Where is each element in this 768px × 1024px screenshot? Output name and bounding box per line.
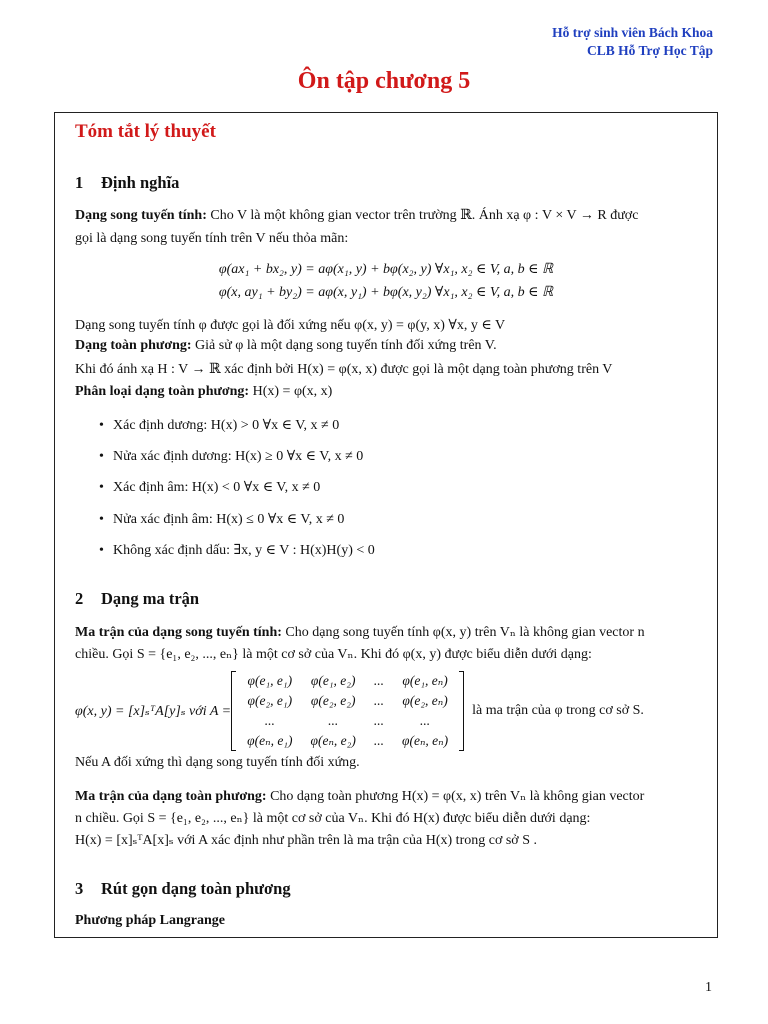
bilinear-matrix-text: Cho dạng song tuyến tính φ(x, y) trên Vₙ là không gian vector n <box>281 625 645 640</box>
quadratic-map: Khi đó ánh xạ H : V → ℝ xác định bởi H(x) = φ(x, x) được gọi là một dạng toàn phương trên V <box>75 362 613 377</box>
page-title: Ôn tập chương 5 <box>297 68 471 94</box>
list-item: • Không xác định dấu: ∃x, y ∈ V : H(x)H(y) < 0 <box>99 543 375 558</box>
matrix-cell: φ(e₁, e₁) <box>247 673 293 688</box>
bilinear-text-2: gọi là dạng song tuyến tính trên V nếu thỏa mãn: <box>75 231 349 246</box>
box-title: Tóm tắt lý thuyết <box>75 121 216 142</box>
page-number: 1 <box>705 980 712 995</box>
section-3-title: Rút gọn dạng toàn phương <box>101 879 291 898</box>
quadratic-text: Giả sử φ là một dạng song tuyến tính đối xứng trên V. <box>191 338 497 353</box>
lagrange-method: Phương pháp Langrange <box>75 913 225 928</box>
section-1-title: Định nghĩa <box>101 173 180 192</box>
section-1-heading <box>75 173 179 193</box>
bilinear-matrix-text-2: chiều. Gọi S = {e₁, e₂, ..., eₙ} là một cơ sở của Vₙ. Khi đó φ(x, y) được biểu diễn dưới dạng: <box>75 647 592 662</box>
header-line-2: CLB Hỗ Trợ Học Tập <box>587 43 713 58</box>
quadratic-matrix-text: Cho dạng toàn phương H(x) = φ(x, x) trên Vₙ là không gian vector <box>266 789 645 804</box>
bilinear-matrix-label: Ma trận của dạng song tuyến tính: <box>75 625 282 640</box>
matrix-cell: φ(e₁, eₙ) <box>402 673 448 688</box>
matrix-cell: ... <box>419 713 431 728</box>
matrix-A <box>231 671 464 751</box>
section-2-number: 2 <box>75 589 84 608</box>
quadratic-matrix-label: Ma trận của dạng toàn phương: <box>75 789 267 804</box>
matrix-cell: ... <box>373 693 384 708</box>
matrix-cell: ... <box>328 713 339 728</box>
bilinear-matrix-def <box>75 624 701 641</box>
matrix-cell: φ(eₙ, eₙ) <box>401 733 449 748</box>
matrix-equation <box>75 669 644 753</box>
classification <box>75 384 701 400</box>
header-club-info <box>552 24 713 60</box>
bilinear-label: Dạng song tuyến tính: <box>75 208 207 223</box>
quadratic-matrix-text-3: H(x) = [x]ₛᵀA[x]ₛ với A xác định như phần trên là ma trận của H(x) trong cơ sở S . <box>75 833 537 848</box>
classification-text: H(x) = φ(x, x) <box>249 384 333 399</box>
section-2-heading <box>75 589 199 609</box>
matrix-cell: ... <box>373 733 384 748</box>
matrix-cell: ... <box>373 713 384 728</box>
list-item: • Nửa xác định dương: H(x) ≥ 0 ∀x ∈ V, x ≠ 0 <box>99 449 364 464</box>
bilinear-definition <box>75 207 701 224</box>
matrix-left: φ(x, y) = [x]ₛᵀA[y]ₛ với A = <box>75 703 232 719</box>
matrix-cell: φ(eₙ, e₁) <box>247 733 293 748</box>
list-item: • Xác định âm: H(x) < 0 ∀x ∈ V, x ≠ 0 <box>99 480 321 495</box>
symmetric-note: Nếu A đối xứng thì dạng song tuyến tính đối xứng. <box>75 755 360 770</box>
matrix-cell: ... <box>373 673 384 688</box>
quadratic-matrix-text-2: n chiều. Gọi S = {e₁, e₂, ..., eₙ} là một cơ sở của Vₙ. Khi đó H(x) được biểu diễn dưới dạng: <box>75 811 591 826</box>
matrix-cell: φ(e₂, e₂) <box>310 693 356 708</box>
classification-label: Phân loại dạng toàn phương: <box>75 384 250 399</box>
matrix-cell: φ(e₁, e₂) <box>310 673 356 688</box>
bilinear-text: Cho V là một không gian vector trên trường ℝ. Ánh xạ φ : V × V → R được <box>206 208 639 223</box>
matrix-cell: φ(e₂, eₙ) <box>402 693 448 708</box>
quadratic-label: Dạng toàn phương: <box>75 338 192 353</box>
list-item: • Xác định dương: H(x) > 0 ∀x ∈ V, x ≠ 0 <box>99 418 340 433</box>
header-line-1: Hỗ trợ sinh viên Bách Khoa <box>552 25 713 40</box>
symmetric-definition: Dạng song tuyến tính φ được gọi là đối xứng nếu φ(x, y) = φ(y, x) ∀x, y ∈ V <box>75 318 506 333</box>
equation-2: φ(x, ay₁ + by₂) = aφ(x, y₁) + bφ(x, y₂) ∀x₁, x₂ ∈ V, a, b ∈ ℝ <box>218 285 554 300</box>
matrix-cell: φ(eₙ, e₂) <box>310 733 356 748</box>
section-1-number: 1 <box>75 173 84 192</box>
matrix-cell: ... <box>264 713 275 728</box>
list-item: • Nửa xác định âm: H(x) ≤ 0 ∀x ∈ V, x ≠ 0 <box>99 512 345 527</box>
equation-1: φ(ax₁ + bx₂, y) = aφ(x₁, y) + bφ(x₂, y) ∀x₁, x₂ ∈ V, a, b ∈ ℝ <box>218 262 554 277</box>
quadratic-matrix-def <box>75 788 701 805</box>
quadratic-definition <box>75 338 701 354</box>
section-3-number: 3 <box>75 879 84 898</box>
section-2-title: Dạng ma trận <box>101 589 200 608</box>
matrix-cell: φ(e₂, e₁) <box>247 693 293 708</box>
summary-box <box>54 112 718 938</box>
section-3-heading <box>75 879 291 899</box>
matrix-right: là ma trận của φ trong cơ sở S. <box>472 703 644 718</box>
